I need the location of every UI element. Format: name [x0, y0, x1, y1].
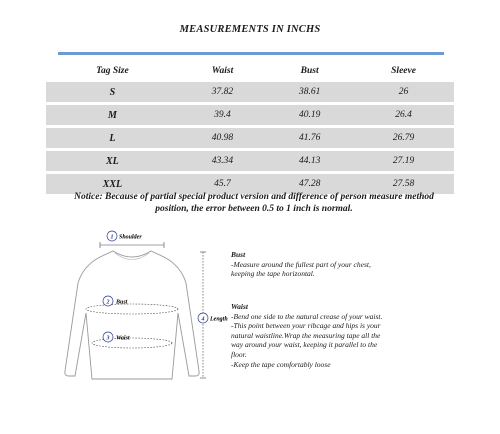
notice-line-1: Notice: Because of partial special product version and difference of person measure method [74, 192, 434, 202]
bust-note-line: -Measure around the fullest part of your chest, [231, 259, 371, 269]
length-label: Length [210, 316, 228, 323]
length-marker-number: 4 [201, 316, 205, 323]
bust-cell: 40.19 [266, 105, 353, 125]
bust-marker-number: 2 [106, 299, 110, 306]
bust-line [86, 304, 178, 314]
waist-note [231, 302, 471, 369]
sleeve-cell: 26.4 [353, 105, 454, 125]
header-sleeve: Sleeve [391, 66, 416, 76]
sleeve-cell: 26 [353, 82, 454, 102]
waist-note-line: way around your waist, keeping it parallel to the [231, 340, 378, 350]
waist-cell: 40.98 [179, 128, 266, 148]
bust-cell: 47.28 [266, 174, 353, 194]
waist-note-heading: Waist [231, 302, 248, 311]
waist-label: Waist [116, 335, 130, 342]
bust-cell: 44.13 [266, 151, 353, 171]
size-cell: XL [46, 151, 179, 171]
bust-note-heading: Bust [231, 250, 246, 259]
collar-line [115, 253, 149, 260]
shoulder-marker-number: 1 [110, 234, 114, 241]
size-cell: XXL [46, 174, 179, 194]
shirt-outline [65, 251, 199, 379]
size-cell: M [46, 105, 179, 125]
bust-label: Bust [116, 299, 128, 306]
waist-note-line: floor. [231, 349, 247, 359]
bust-note [231, 250, 471, 279]
bust-cell: 38.61 [266, 82, 353, 102]
header-bust: Bust [300, 66, 319, 76]
sleeve-cell: 27.19 [353, 151, 454, 171]
chart-title: MEASUREMENTS IN INCHS [179, 24, 321, 35]
bust-note-line: keeping the tape horizontal. [231, 269, 315, 279]
waist-cell: 39.4 [179, 105, 266, 125]
shoulder-label: Shoulder [119, 234, 142, 241]
waist-cell: 45.7 [179, 174, 266, 194]
header-waist: Waist [211, 66, 234, 76]
waist-marker-number: 3 [106, 335, 110, 342]
waist-note-line: -Keep the tape comfortably loose [231, 359, 331, 369]
notice-line-2: position, the error between 0.5 to 1 inch is normal. [155, 204, 353, 214]
size-cell: S [46, 82, 179, 102]
sleeve-cell: 26.79 [353, 128, 454, 148]
sleeve-cell: 27.58 [353, 174, 454, 194]
waist-note-line: -This point between your ribcage and hips is your [231, 321, 381, 331]
header-tag-size: Tag Size [96, 66, 129, 76]
waist-note-line: natural waistline.Wrap the measuring tape all the [231, 330, 381, 340]
waist-note-line: -Bend one side to the natural crease of your waist. [231, 311, 383, 321]
waist-cell: 37.82 [179, 82, 266, 102]
waist-cell: 43.34 [179, 151, 266, 171]
bust-cell: 41.76 [266, 128, 353, 148]
size-cell: L [46, 128, 179, 148]
